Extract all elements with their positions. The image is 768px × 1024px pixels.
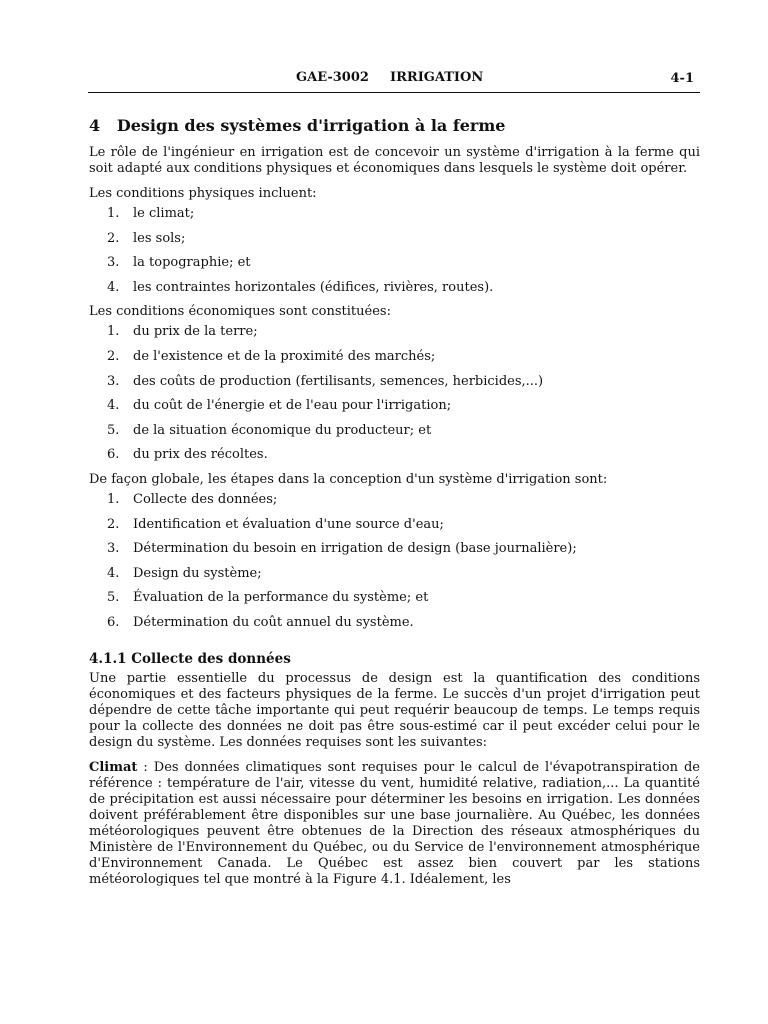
- chapter-title: Design des systèmes d'irrigation à la ferme: [116, 116, 506, 135]
- list-item: 3. Détermination du besoin en irrigation de design (base journalière);: [107, 541, 577, 557]
- page-body: [89, 116, 700, 888]
- list-item: 4. du coût de l'énergie et de l'eau pour l'irrigation;: [107, 398, 452, 414]
- physical-conditions-list: [89, 206, 700, 304]
- list-item: 3. des coûts de production (fertilisants, semences, herbicides,...): [107, 373, 544, 389]
- data-collection-paragraph: Une partie essentielle du processus de design est la quantification des conditions économiques et des facteurs physiques de la ferme. Le succès d'un projet d'irrigation peut dépendre de cette tâche importante qui peut requérir beaucoup de temps. Le temps requis pour la collecte des données ne doit pas être sous-estimé car il peut excéder celui pour le design du système. Les données requises sont les suivantes:: [89, 670, 700, 750]
- chapter-heading: [89, 116, 700, 136]
- physical-conditions-lead: Les conditions physiques incluent:: [89, 186, 317, 201]
- economic-conditions-lead: Les conditions économiques sont constituées:: [89, 304, 391, 320]
- section-heading: 4.1.1 Collecte des données: [89, 650, 291, 667]
- course-code: GAE-3002: [296, 70, 369, 85]
- design-steps-list: [89, 492, 700, 640]
- course-title: IRRIGATION: [390, 70, 484, 85]
- economic-conditions-list: [89, 324, 700, 472]
- list-item: 3. la topographie; et: [107, 255, 251, 271]
- list-item: 4. les contraintes horizontales (édifices, rivières, routes).: [107, 279, 494, 295]
- list-item: 1. le climat;: [107, 206, 195, 221]
- intro-paragraph: Le rôle de l'ingénieur en irrigation est de concevoir un système d'irrigation à la ferme qui soit adapté aux conditions physiques et économiques dans lesquels le système doit opérer.: [89, 145, 700, 176]
- list-item: 5. Évaluation de la performance du système; et: [107, 590, 429, 606]
- climate-paragraph: [89, 760, 700, 888]
- list-item: 6. Détermination du coût annuel du système.: [107, 614, 414, 630]
- list-item: 4. Design du système;: [107, 565, 262, 581]
- list-item: 2. les sols;: [107, 230, 186, 246]
- list-item: 2. Identification et évaluation d'une source d'eau;: [107, 516, 444, 532]
- climate-text: : Des données climatiques sont requises pour le calcul de l'évapotranspiration de référence : température de l'air, vitesse du vent, humidité relative, radiation,... La quantité de précipitation est aussi nécessaire pour déterminer les besoins en irrigation. Les données doivent préférablement être disponibles sur une base journalière. Au Québec, les données météorologiques peuvent être obtenues de la Direction des réseaux atmosphériques du Ministère de l'Environnement du Québec, ou du Service de l'environnement atmosphérique d'Environnement Canada. Le Québec est assez bien couvert par les stations météorologiques tel que montré à la Figure 4.1. Idéalement, les: [89, 759, 700, 887]
- list-item: 5. de la situation économique du producteur; et: [107, 422, 432, 438]
- climate-label: Climat: [89, 759, 138, 775]
- list-item: 2. de l'existence et de la proximité des marchés;: [107, 348, 436, 364]
- design-steps-lead: De façon globale, les étapes dans la conception d'un système d'irrigation sont:: [89, 471, 608, 487]
- page-number: 4-1: [670, 71, 694, 86]
- list-item: 6. du prix des récoltes.: [107, 447, 268, 463]
- list-item: 1. Collecte des données;: [107, 491, 278, 507]
- page-header: [88, 68, 700, 93]
- chapter-number: 4: [89, 116, 101, 135]
- list-item: 1. du prix de la terre;: [107, 324, 258, 340]
